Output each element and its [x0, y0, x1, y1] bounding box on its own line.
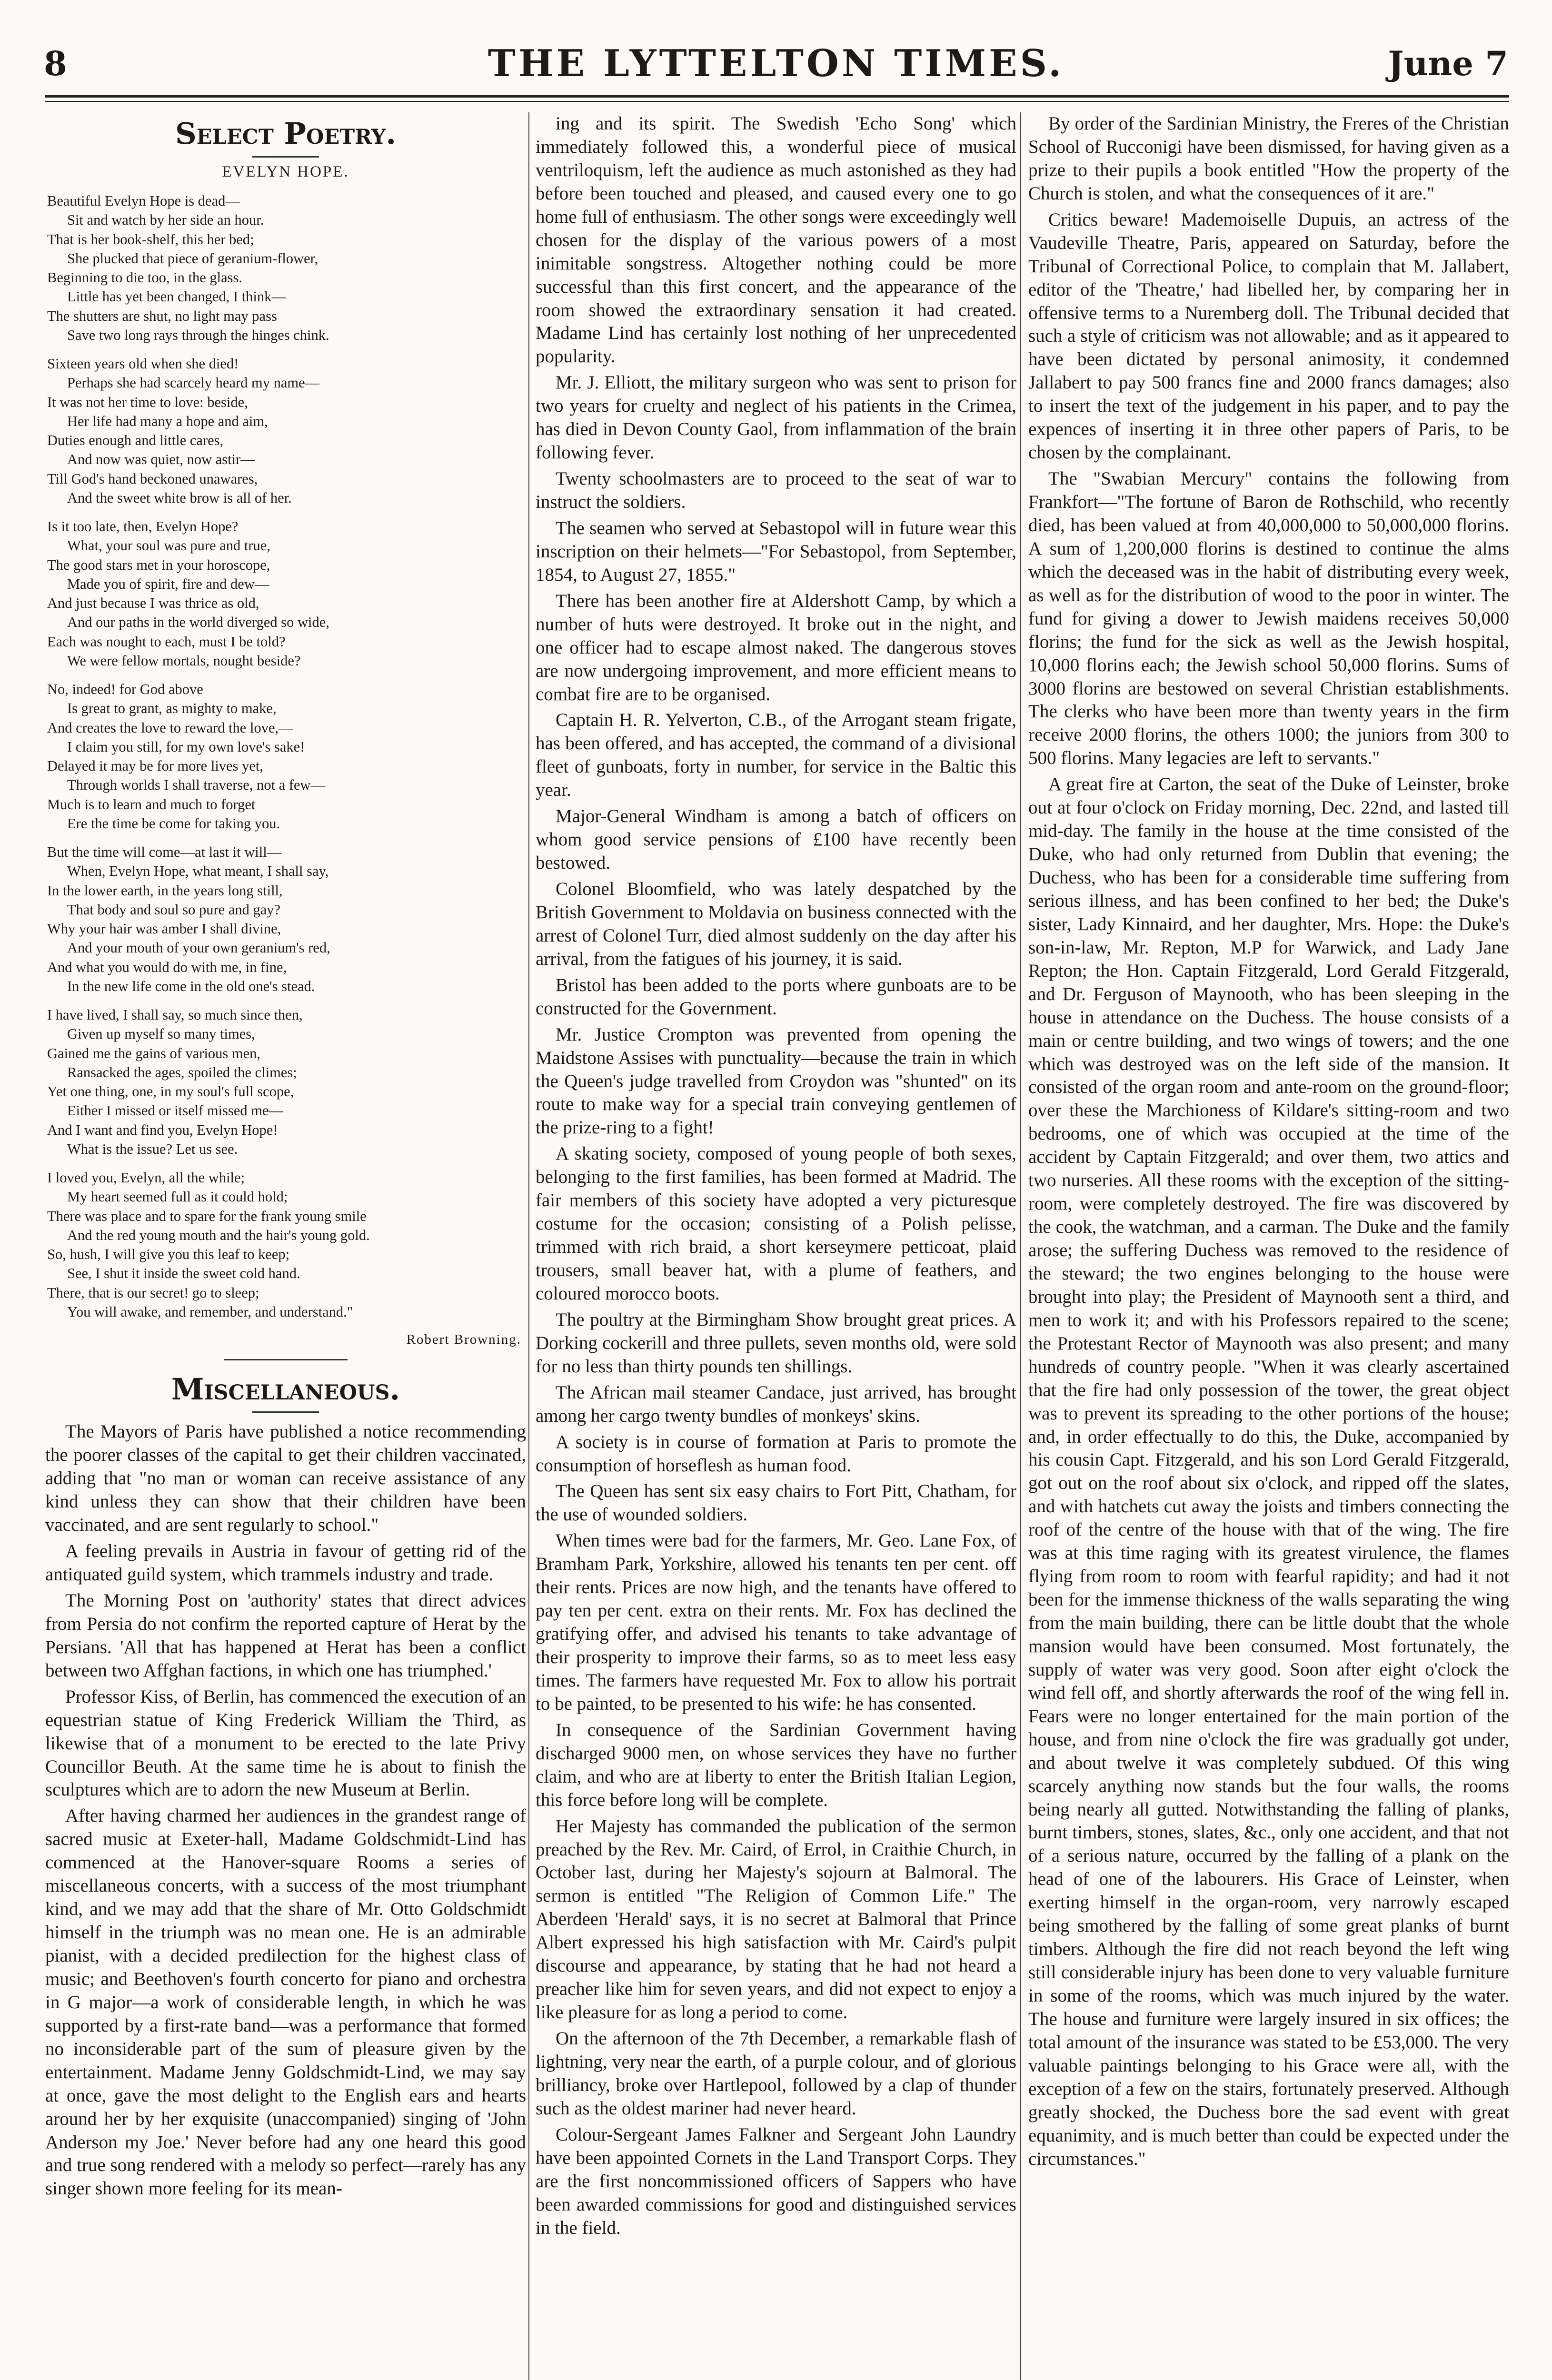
poem-line: We were fellow mortals, nought beside?: [67, 652, 301, 669]
heading-rule: [252, 1411, 319, 1413]
poem-line: No, indeed! for God above: [47, 681, 203, 698]
article-paragraph: A feeling prevails in Austria in favour of getting rid of the antiquated guild system, which trammels industry and trade.: [45, 1541, 526, 1585]
poem-line: And I want and find you, Evelyn Hope!: [47, 1121, 278, 1138]
poem-line: There was place and to spare for the frank young smile: [47, 1208, 367, 1224]
poem-line: And the red young mouth and the hair's young gold.: [67, 1227, 370, 1243]
column-1: [45, 112, 526, 2380]
article-paragraph: The poultry at the Birmingham Show brought great prices. A Dorking cockerill and three pullets, seven months old, were sold for no less than thirty pounds ten shillings.: [536, 1309, 1016, 1377]
article-paragraph: The Queen has sent six easy chairs to Fort Pitt, Chatham, for the use of wounded soldiers.: [536, 1481, 1016, 1525]
article-paragraph: Twenty schoolmasters are to proceed to the seat of war to instruct the soldiers.: [536, 468, 1016, 512]
article-paragraph: The African mail steamer Candace, just arrived, has brought among her cargo twenty bundles of monkeys' skins.: [536, 1382, 1016, 1426]
article-paragraph: Colour-Sergeant James Falkner and Sergeant John Laundry have been appointed Cornets in the Land Transport Corps. They are the first noncommissioned officers of Sappers who have been awarded commissions for good and distinguished services in the field.: [536, 2124, 1016, 2238]
poem-line: But the time will come—at last it will—: [47, 844, 282, 861]
masthead-rule: [45, 95, 1509, 98]
poem-line: Through worlds I shall traverse, not a few—: [67, 777, 326, 793]
poem-line: There, that is our secret! go to sleep;: [47, 1284, 259, 1301]
column-1-articles: [45, 1420, 526, 2201]
poem-line: Each was nought to each, must I be told?: [47, 633, 286, 650]
poem-line: And now was quiet, now astir—: [67, 451, 255, 468]
poem-line: You will awake, and remember, and understand.": [67, 1303, 353, 1320]
article-paragraph: On the afternoon of the 7th December, a remarkable flash of lightning, very near the earth, of a purple colour, and of glorious brilliancy, broke over Hartlepool, followed by a clap of thunder such as the oldest mariner had never heard.: [536, 2028, 1016, 2119]
heading-rule: [252, 156, 319, 158]
poem-line: Is it too late, then, Evelyn Hope?: [47, 518, 239, 535]
article-paragraph: Mr. J. Elliott, the military surgeon who was sent to prison for two years for cruelty and neglect of his patients in the Crimea, has died in Devon County Gaol, from inflammation of the brain following fever.: [536, 372, 1016, 463]
poem-stanza: [45, 1005, 526, 1159]
article-paragraph: When times were bad for the farmers, Mr. Geo. Lane Fox, of Bramham Park, Yorkshire, allowed his tenants ten per cent. off their rents. Prices are now high, and the tenants have offered to pay ten per cent. extra on their rents. Mr. Fox has declined the gratifying offer, and advised his tenants to take advantage of their prosperity to improve their farms, so as to meet less easy times. The farmers have requested Mr. Fox to allow his portrait to be painted, to be presented to his wife: he has consented.: [536, 1530, 1016, 1714]
section-rule: [224, 1359, 348, 1360]
poem-line: What is the issue? Let us see.: [67, 1140, 238, 1157]
article-paragraph: The Mayors of Paris have published a notice recommending the poorer classes of the capital to get their children vaccinated, adding that "no man or woman can receive assistance of any kind unless they can show that their children have been vaccinated, and are sent regularly to school.": [45, 1421, 526, 1536]
article-paragraph: The Morning Post on 'authority' states that direct advices from Persia do not confirm the reported capture of Herat by the Persians. 'All that has happened at Herat has been a conflict between two Affghan factions, in which one has triumphed.': [45, 1590, 526, 1681]
poem-title: EVELYN HOPE.: [222, 163, 349, 180]
poem-line: I claim you still, for my own love's sake!: [67, 738, 305, 755]
poem-line: Made you of spirit, fire and dew—: [67, 575, 269, 592]
article-paragraph: A society is in course of formation at Paris to promote the consumption of horseflesh as human food.: [536, 1431, 1016, 1476]
poem-line: Yet one thing, one, in my soul's full scope,: [47, 1083, 294, 1100]
poem-line: Till God's hand beckoned unawares,: [47, 470, 258, 487]
poem-line: I loved you, Evelyn, all the while;: [47, 1170, 245, 1186]
article-paragraph: A great fire at Carton, the seat of the Duke of Leinster, broke out at four o'clock on Friday morning, Dec. 22nd, and lasted till mid-day. The family in the house at the time consisted of the Duke, who had only returned from Dublin that evening; the Duchess, who has been for a considerable time suffering from serious illness, and has been confined to her bed; the Duke's sister, Lady Kinnaird, and her daughter, Mrs. Hope: the Duke's son-in-law, Mr. Repton, M.P for Warwick, and Lady Jane Repton; the Hon. Captain Fitzgerald, Lord Gerald Fitzgerald, and Dr. Ferguson of Maynooth, who has been sleeping in the house in attendance on the Duchess. The house consists of a main or centre building, and two wings of towers; and the one which was destroyed was on the left side of the mansion. It consisted of the organ room and ante-room on the ground-floor; over these the Marchioness of Kildare's sitting-room and two bedrooms, one of which was occupied at the time of the accident by Captain Fitzgerald; and over them, two attics and two nurseries. All these rooms with the exception of the sitting-room, were completely destroyed. The fire was discovered by the cook, the watchman, and a carman. The Duke and the family arose; the suffering Duchess was removed to the residence of the steward; the two engines belonging to the house were brought into play; the President of Maynooth sent a third, and men to work it; and with his Professors repaired to the scene; the Protestant Rector of Maynooth was also present; and many hundreds of country people. "When it was clearly ascertained that the fire had only possession of the tower, the great object was to prevent its spreading to the other portions of the house; and, in order effectually to do this, the Duke, accompanied by his cousin Capt. Fitzgerald, and his son Lord Gerald Fitzgerald, got out on the roof about six o'clock, and ripped off the slates, and with hatchets cut away the joists and timbers connecting the roof of the centre of the house with that of the wing. The fire was at this time raging with its greatest virulence, the flames flying from room to room with fearful rapidity; and had it not been for the immense thickness of the walls separating the wing from the main building, there can be little doubt that the whole mansion would have been consumed. Most fortunately, the supply of water was very good. Soon after eight o'clock the wind fell off, and shortly afterwards the roof of the wing fell in. Fears were no longer entertained for the main portion of the house, and from nine o'clock the fire was gradually got under, and about twelve it was completely subdued. Of this wing scarcely anything now stands but the four walls, the rooms being nearly all gutted. Notwithstanding the falling of planks, burnt timbers, stones, slates, &c., only one accident, and that not of a serious nature, occurred by the falling of a plank on the head of one of the labourers. His Grace of Leinster, when exerting himself in the organ-room, very narrowly escaped being smothered by the falling of some great planks of burnt timbers. Although the fire did not reach beyond the left wing still considerable injury has been done to very valuable furniture in some of the rooms, which was much injured by the water. The house and furniture were largely insured in six offices; the total amount of the insurance was stated to be £53,000. The very valuable paintings belonging to his Grace were all, with the exception of a few on the stairs, fortunately preserved. Although greatly shocked, the Duchess bore the sad event with great equanimity, and is much better than could be expected under the circumstances.": [1028, 774, 1509, 2169]
poem-line: Perhaps she had scarcely heard my name—: [67, 375, 320, 391]
poem-line: My heart seemed full as it could hold;: [67, 1189, 288, 1205]
poem-line: What, your soul was pure and true,: [67, 537, 270, 554]
poem: [45, 191, 526, 1321]
column-3: [1028, 112, 1509, 2380]
poem-stanza: [45, 191, 526, 345]
poem-stanza: [45, 517, 526, 670]
poem-line: That body and soul so pure and gay?: [67, 901, 281, 918]
poem-line: And what you would do with me, in fine,: [47, 959, 287, 975]
poem-author: Robert Browning.: [406, 1332, 521, 1348]
poem-stanza: [45, 843, 526, 996]
article-paragraph: Professor Kiss, of Berlin, has commenced the execution of an equestrian statue of King Frederick William the Third, as likewise that of a monument to be erected to the late Privy Councillor Beuth. At the same time he is about to finish the sculptures which are to adorn the new Museum at Berlin.: [45, 1686, 526, 1800]
poem-line: Duties enough and little cares,: [47, 432, 224, 449]
poem-line: And your mouth of your own geranium's red,: [67, 940, 330, 956]
column-2: [536, 112, 1016, 2380]
poem-line: Ransacked the ages, spoiled the climes;: [67, 1064, 297, 1081]
poem-line: Sit and watch by her side an hour.: [67, 212, 264, 228]
poem-line: Beautiful Evelyn Hope is dead—: [47, 193, 240, 209]
miscellaneous-heading: Miscellaneous.: [171, 1371, 400, 1407]
article-paragraph: Captain H. R. Yelverton, C.B., of the Arrogant steam frigate, has been offered, and has accepted, the command of a divisional fleet of gunboats, forty in number, for service in the Baltic this year.: [536, 710, 1016, 801]
article-paragraph: In consequence of the Sardinian Government having discharged 9000 men, on whose services they have no further claim, and who are at liberty to enter the British Italian Legion, this force before long will be complete.: [536, 1719, 1016, 1810]
article-paragraph: ing and its spirit. The Swedish 'Echo Song' which immediately followed this, a wonderful piece of musical ventriloquism, left the audience as much astonished as they had before been touched and pleased, and caused every one to go home full of enthusiasm. The other songs were exceedingly well chosen for the display of the various powers of a most inimitable songstress. Altogether nothing could be more successful than this first concert, and the appearance of the room showed the extraordinary sensation it had created. Madame Lind has certainly lost nothing of her unprecedented popularity.: [536, 113, 1016, 367]
article-paragraph: A skating society, composed of young people of both sexes, belonging to the first families, has been formed at Madrid. The fair members of this society have adopted a very picturesque costume for the occasion; consisting of a Polish pelisse, trimmed with rich braid, a short kerseymere petticoat, plaid trousers, small beaver hat, with a plume of feathers, and coloured morocco boots.: [536, 1143, 1016, 1304]
poem-line: Save two long rays through the hinges chink.: [67, 327, 329, 343]
poem-line: Gained me the gains of various men,: [47, 1045, 261, 1061]
poem-stanza: [45, 354, 526, 507]
article-paragraph: The "Swabian Mercury" contains the following from Frankfort—"The fortune of Baron de Rothschild, who recently died, has been valued at from 40,000,000 to 50,000,000 florins. A sum of 1,200,000 florins is destined to continue the alms which the deceased was in the habit of distributing every week, as well as for the distribution of wood to the poor in winter. The fund for giving a dower to Jewish maidens receives 50,000 florins; the fund for the sick as well as the Jewish hospital, 10,000 florins each; the Jewish school 50,000 florins. Sums of 3000 florins are bestowed on several Christian establishments. The clerks who have been more than twenty years in the firm receive 2000 florins, the others 1000; the juniors from 300 to 500 florins. Many legacies are left to servants.": [1028, 468, 1509, 769]
poem-line: That is her book-shelf, this her bed;: [47, 231, 254, 248]
poem-line: Ere the time be come for taking you.: [67, 815, 280, 832]
article-paragraph: Her Majesty has commanded the publication of the sermon preached by the Rev. Mr. Caird, of Errol, in Craithie Church, in October last, during her Majesty's sojourn at Balmoral. The sermon is entitled "The Religion of Common Life." The Aberdeen 'Herald' says, it is no secret at Balmoral that Prince Albert expressed his high satisfaction with Mr. Caird's pulpit discourse and appearance, by stating that he had not heard a preacher like him for seven years, and did not expect to enjoy a like pleasure for as long a period to come.: [536, 1815, 1016, 2023]
poem-line: In the lower earth, in the years long still,: [47, 882, 283, 899]
masthead: [0, 44, 1552, 96]
poem-line: And the sweet white brow is all of her.: [67, 489, 292, 506]
poem-line: Beginning to die too, in the glass.: [47, 269, 243, 286]
article-paragraph: Colonel Bloomfield, who was lately despatched by the British Government to Moldavia on business connected with the arrest of Colonel Turr, died almost suddenly on the day after his arrival, from the fatigues of his journey, it is said.: [536, 879, 1016, 969]
paper-title: THE LYTTELTON TIMES.: [487, 42, 1065, 85]
column-divider: [528, 112, 529, 2380]
poem-line: It was not her time to love: beside,: [47, 394, 248, 410]
poem-line: And our paths in the world diverged so wide,: [67, 614, 329, 631]
poem-line: And creates the love to reward the love,—: [47, 719, 293, 736]
poem-line: See, I shut it inside the sweet cold hand.: [67, 1265, 300, 1282]
poem-line: Much is to learn and much to forget: [47, 796, 256, 813]
issue-date: June 7: [1388, 44, 1508, 83]
article-paragraph: Mr. Justice Crompton was prevented from opening the Maidstone Assises with punctuality—because the train in which the Queen's judge travelled from Croydon was "shunted" on its route to make way for a special train conveying gentlemen of the prize-ring to a fight!: [536, 1024, 1016, 1138]
poem-stanza: [45, 1168, 526, 1321]
masthead-rule-thin: [45, 101, 1509, 102]
article-paragraph: After having charmed her audiences in the grandest range of sacred music at Exeter-hall, Madame Goldschmidt-Lind has commenced at the Hanover-square Rooms a series of miscellaneous concerts, with a success of the most triumphant kind, and we may add that the share of Mr. Otto Goldschmidt himself in the triumph was no mean one. He is an admirable pianist, with a decided predilection for the highest class of music; and Beethoven's fourth concerto for piano and orchestra in G major—a work of considerable length, in which he was supported by a first-rate band—was a performance that formed no inconsiderable part of the sum of pleasure given by the entertainment. Madame Jenny Goldschmidt-Lind, we may say at once, gave the most delight to the English ears and hearts around her by her exquisite (unaccompanied) singing of 'John Anderson my Joe.' Never before had any one heard this good and true song rendered with a melody so perfect—rarely has any singer shown more feeling for its mean-: [45, 1805, 526, 2199]
poem-line: So, hush, I will give you this leaf to keep;: [47, 1246, 290, 1263]
poem-line: The shutters are shut, no light may pass: [47, 307, 277, 324]
poem-line: And just because I was thrice as old,: [47, 595, 259, 612]
poem-line: I have lived, I shall say, so much since then,: [47, 1007, 303, 1023]
poem-line: Why your hair was amber I shall divine,: [47, 921, 281, 937]
poem-line: When, Evelyn Hope, what meant, I shall say,: [67, 863, 329, 880]
poem-line: Is great to grant, as mighty to make,: [67, 700, 277, 717]
article-paragraph: There has been another fire at Aldershott Camp, by which a number of huts were destroyed. It broke out in the night, and one officer had to escape almost naked. The dangerous stoves are now undergoing improvement, and more efficient means to combat fire are to be organised.: [536, 590, 1016, 704]
poem-line: Little has yet been changed, I think—: [67, 288, 286, 305]
article-paragraph: Major-General Windham is among a batch of officers on whom good service pensions of £100 have recently been bestowed.: [536, 806, 1016, 873]
article-paragraph: Bristol has been added to the ports where gunboats are to be constructed for the Government.: [536, 974, 1016, 1019]
poem-line: In the new life come in the old one's stead.: [67, 978, 315, 994]
article-paragraph: The seamen who served at Sebastopol will in future wear this inscription on their helmets—"For Sebastopol, from September, 1854, to August 27, 1855.": [536, 517, 1016, 585]
article-paragraph: Critics beware! Mademoiselle Dupuis, an actress of the Vaudeville Theatre, Paris, appeared on Saturday, before the Tribunal of Correctional Police, to complain that M. Jallabert, editor of the 'Theatre,' had libelled her, by comparing her in offensive terms to a Nuremberg doll. The Tribunal decided that such a style of criticism was not allowable; and as it appeared to have been dictated by personal animosity, it condemned Jallabert to pay 500 francs fine and 2000 francs damages; also to insert the text of the judgement in his paper, and to pay the expences of inserting it in three other papers of Paris, to be chosen by the complainant.: [1028, 209, 1509, 463]
column-2-articles: [536, 112, 1016, 2240]
poetry-heading: Select Poetry.: [175, 116, 396, 151]
poem-line: Her life had many a hope and aim,: [67, 413, 268, 429]
poem-line: Given up myself so many times,: [67, 1026, 255, 1042]
poem-line: She plucked that piece of geranium-flower,: [67, 250, 318, 267]
poem-line: Sixteen years old when she died!: [47, 356, 239, 372]
article-paragraph: By order of the Sardinian Ministry, the Freres of the Christian School of Rucconigi have been dismissed, for having given as a prize to their pupils a book entitled "How the property of the Church is stolen, and what the consequences of it are.": [1028, 113, 1509, 204]
poem-line: The good stars met in your horoscope,: [47, 556, 270, 573]
page-number: 8: [44, 44, 67, 83]
poem-line: Delayed it may be for more lives yet,: [47, 758, 263, 774]
column-divider: [1020, 112, 1021, 2380]
column-3-articles: [1028, 112, 1509, 2171]
poem-line: Either I missed or itself missed me—: [67, 1102, 284, 1119]
poem-stanza: [45, 680, 526, 833]
